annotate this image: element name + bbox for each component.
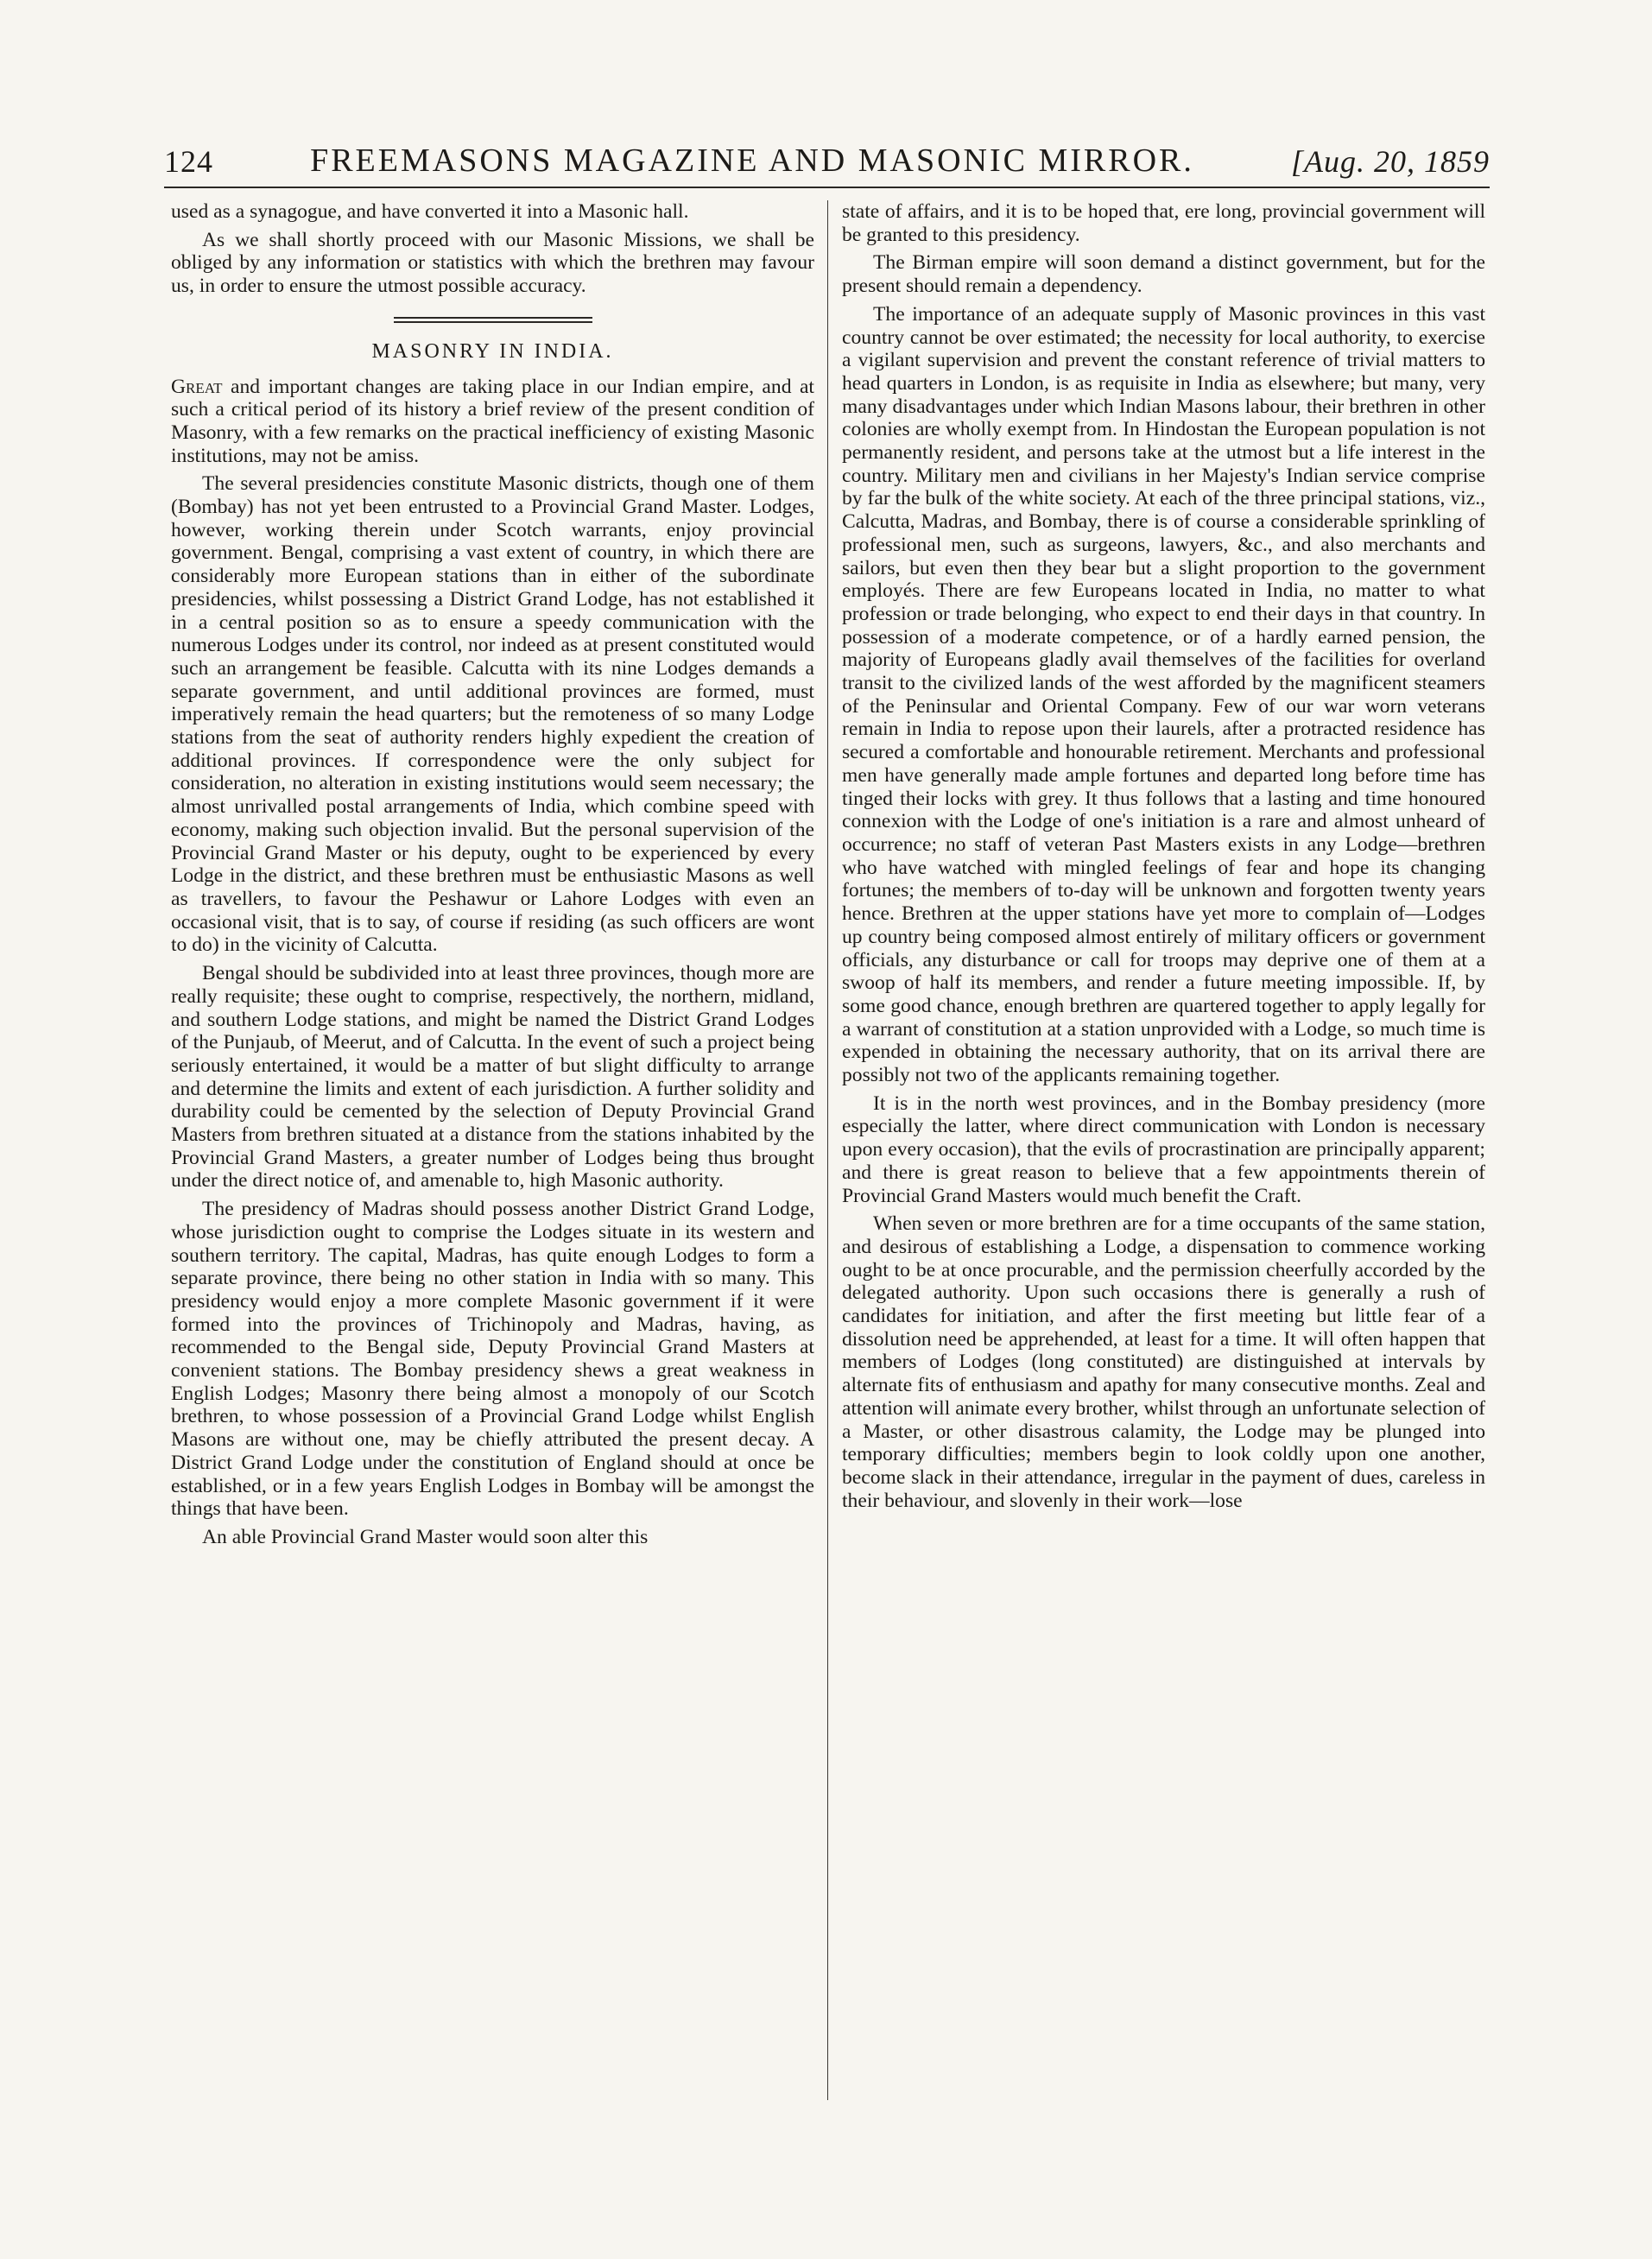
paragraph: As we shall shortly proceed with our Masonic Missions, we shall be obliged by any information or statistics with which the brethren may favour us, in order to ensure the utmost possible accuracy. <box>171 228 814 298</box>
right-column <box>842 200 1485 2100</box>
paragraph: An able Provincial Grand Master would soon alter this <box>202 1525 649 1548</box>
paragraph <box>171 376 814 468</box>
paragraph: The presidency of Madras should possess another District Grand Lodge, whose jurisdiction ought to comprise the Lodges situate in its western and southern territory. The capital, Madras, has quite enough Lodges to form a separate province, there being no other station in India with so many. This presidency would enjoy a more complete Masonic government if it were formed into the provinces of Trichinopoly and Madras, having, as recommended to the Bengal side, Deputy Provincial Grand Masters at convenient stations. The Bombay presidency shews a great weakness in English Lodges; Masonry there being almost a monopoly of our Scotch brethren, to whose possession of a Provincial Grand Lodge whilst English Masons are without one, may be chiefly attributed the present decay. A District Grand Lodge under the constitution of England should at once be established, or in a few years English Lodges in Bombay will be amongst the things that have been. <box>171 1198 814 1521</box>
paragraph-text: and important changes are taking place in our Indian empire, and at such a critical period of its history a brief review of the present condition of Masonry, with a few remarks on the practical inefficiency of existing Masonic institutions, may not be amiss. <box>171 375 814 467</box>
paragraph: state of affairs, and it is to be hoped that, ere long, provincial government will be granted to this presidency. <box>842 200 1485 246</box>
paragraph: When seven or more brethren are for a time occupants of the same station, and desirous of establishing a Lodge, a dispensation to commence working ought to be at once procurable, and the permission cheerfully accorded by the delegated authority. Upon such occasions there is generally a rush of candidates for initiation, and after the first meeting but little fear of a dissolution need be apprehended, at least for a time. It will often happen that members of Lodges (long constituted) are distinguished at intervals by alternate fits of enthusiasm and apathy for many consecutive months. Zeal and attention will animate every brother, whilst through an unfortunate selection of a Master, or other disastrous calamity, the Lodge may be plunged into temporary difficulties; members begin to look coldly upon one another, become slack in their attendance, irregular in the payment of dues, careless in their behaviour, and slovenly in their work—lose <box>842 1212 1485 1512</box>
section-divider <box>394 317 592 323</box>
page-header <box>164 130 1490 188</box>
column-rule <box>827 200 828 2100</box>
paragraph: It is in the north west provinces, and in the Bombay presidency (more especially the latter, where direct communication with London is necessary upon every occasion), that the evils of procrastination are principally apparent; and there is great reason to believe that a few appointments therein of Provincial Grand Masters would much benefit the Craft. <box>842 1092 1485 1207</box>
publication-title: FREEMASONS MAGAZINE AND MASONIC MIRROR. <box>310 142 1194 179</box>
paragraph: The several presidencies constitute Masonic districts, though one of them (Bombay) has not yet been entrusted to a Provincial Grand Master. Lodges, however, working therein under Scotch warrants, enjoy provincial government. Bengal, comprising a vast extent of country, in which there are considerably more European stations than in either of the subordinate presidencies, whilst possessing a District Grand Lodge, has not established it in a central position so as to ensure a speedy communication with the numerous Lodges under its control, nor indeed as at present constituted would such an arrangement be feasible. Calcutta with its nine Lodges demands a separate government, and until additional provinces are formed, must imperatively remain the head quarters; but the remoteness of so many Lodge stations from the seat of authority renders highly expedient the creation of additional provinces. If correspondence were the only subject for consideration, no alteration in existing institutions would seem necessary; the almost unrivalled postal arrangements of India, which combine speed with economy, making such objection invalid. But the personal supervision of the Provincial Grand Master or his deputy, ought to be experienced by every Lodge in the district, and these brethren must be enthusiastic Masons as well as travellers, to favour the Peshawur or Lahore Lodges with even an occasional visit, that is to say, of course if residing (as such officers are wont to do) in the vicinity of Calcutta. <box>171 472 814 957</box>
paragraph: The Birman empire will soon demand a distinct government, but for the present should remain a dependency. <box>842 251 1485 298</box>
drop-word: Great <box>171 375 223 398</box>
page-number: 124 <box>164 144 213 179</box>
left-column <box>171 200 814 2100</box>
issue-date: [Aug. 20, 1859 <box>1290 144 1490 179</box>
paragraph: used as a synagogue, and have converted it into a Masonic hall. <box>171 200 689 223</box>
paragraph: The importance of an adequate supply of Masonic provinces in this vast country cannot be over estimated; the necessity for local authority, to exercise a vigilant supervision and prevent the constant reference of trivial matters to head quarters in London, is as requisite in India as elsewhere; but many, very many disadvantages under which Indian Masons labour, their brethren in other colonies are wholly exempt from. In Hindostan the European population is not permanently resident, and persons take at the utmost but a life interest in the country. Military men and civilians in her Majesty's Indian service comprise by far the bulk of the white society. At each of the three principal stations, viz., Calcutta, Madras, and Bombay, there is of course a considerable sprinkling of professional men, such as surgeons, lawyers, &c., and also merchants and sailors, but even then they bear but a slight proportion to the government employés. There are few Europeans located in India, no matter to what profession or trade belonging, who expect to end their days in that country. In possession of a moderate competence, or of a hardly earned pension, the majority of Europeans gladly avail themselves of the facilities for overland transit to the civilized lands of the west afforded by the magnificent steamers of the Peninsular and Oriental Company. Few of our war worn veterans remain in India to repose upon their laurels, after a protracted residence has secured a comfortable and honourable retirement. Merchants and professional men have generally made ample fortunes and departed long before time has tinged their locks with grey. It thus follows that a lasting and time honoured connexion with the Lodge of one's initiation is a rare and almost unheard of occurrence; no staff of veteran Past Masters exists in any Lodge—brethren who have watched with mingled feelings of fear and hope its changing fortunes; the members of to-day will be unknown and forgotten twenty years hence. Brethren at the upper stations have yet more to complain of—Lodges up country being composed almost entirely of military officers or government officials, any disturbance or call for troops may deprive one of them at a swoop of half its members, and render a future meeting impossible. If, by some good chance, enough brethren are quartered together to apply legally for a warrant of constitution at a station unprovided with a Lodge, so much time is expended in obtaining the necessary authority, that on its arrival there are possibly not two of the applicants remaining together. <box>842 302 1485 1087</box>
paragraph: Bengal should be subdivided into at least three provinces, though more are really requisite; these ought to comprise, respectively, the northern, midland, and southern Lodge stations, and might be named the District Grand Lodges of the Punjaub, of Meerut, and of Calcutta. In the event of such a project being seriously entertained, it would be a matter of but slight difficulty to arrange and determine the limits and extent of each jurisdiction. A further solidity and durability could be cemented by the selection of Deputy Provincial Grand Masters from brethren situated at a distance from the stations inhabited by the Provincial Grand Masters, a greater number of Lodges being thus brought under the direct notice of, and amenable to, high Masonic authority. <box>171 962 814 1193</box>
section-title: MASONRY IN INDIA. <box>371 339 614 363</box>
